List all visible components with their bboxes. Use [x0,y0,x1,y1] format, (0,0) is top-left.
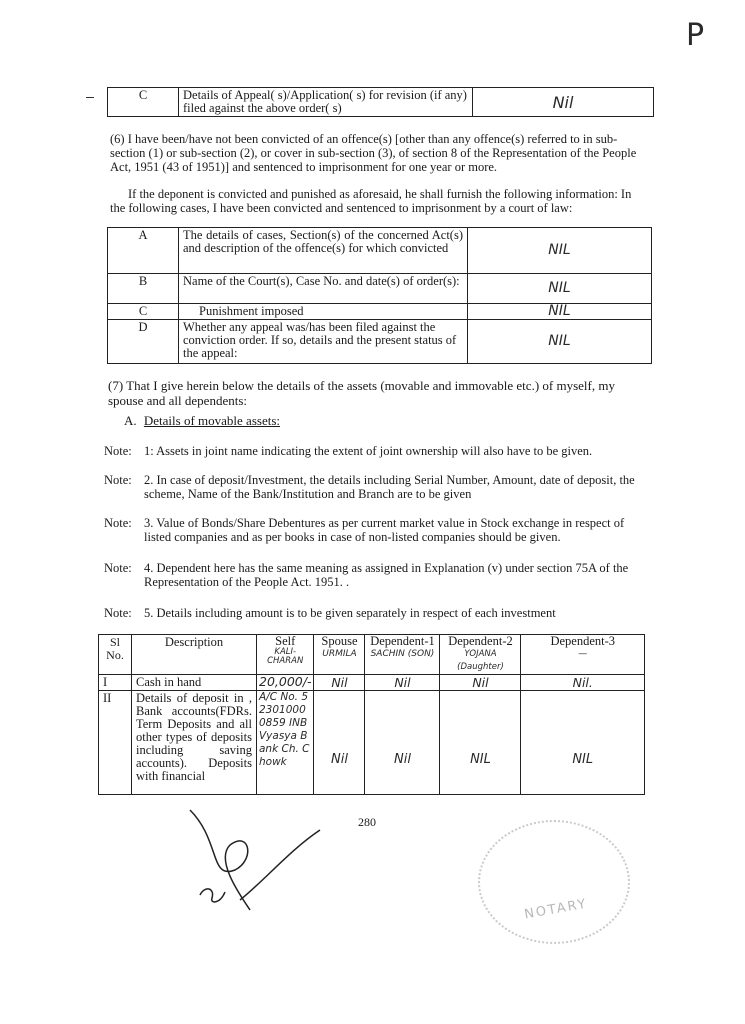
header-self [257,635,314,675]
cell-dep1: Nil [365,691,440,795]
header-dep1-name: SACHIN (SON) [370,649,435,659]
header-spouse [314,635,365,675]
section7-paragraph: (7) That I give herein below the details of the assets (movable and immovable etc.) of myself, my spouse and all dependents: [108,378,615,408]
cell-self: 20,000/- [257,675,314,691]
cell-spouse: Nil [314,691,365,795]
header-dep1 [365,635,440,675]
cell-dep3: NIL [521,691,645,795]
table-row [99,675,645,691]
cell-description: Cash in hand [132,675,257,691]
header-dep2 [440,635,521,675]
note-3 [104,516,654,544]
note-text: 4. Dependent here has the same meaning as assigned in Explanation (v) under section 75A of the Representation of the People Act. 1951. . [144,561,629,589]
row-value: NIL [468,320,652,364]
note-text: 1: Assets in joint name indicating the extent of joint ownership will also have to be given. [144,444,593,458]
row-text: Whether any appeal was/has been filed against the conviction order. If so, details and the present status of the appeal: [179,320,468,364]
note-text: 3. Value of Bonds/Share Debentures as per current market value in Stock exchange in respect of listed companies and as per books in case of non-listed companies should be given. [144,516,625,544]
conviction-row [108,274,652,304]
section6-intro: If the deponent is convicted and punished as aforesaid, he shall furnish the following information: In the following cases, I have been convicted and sentenced to imprisonment by a court of law: [110,187,632,215]
header-dep2-label: Dependent-2 [448,634,513,648]
heading-text: Details of movable assets: [143,413,280,428]
conviction-table [107,227,652,364]
notary-stamp [478,820,630,944]
appeal-value: Nil [473,88,654,117]
cell-spouse: Nil [314,675,365,691]
row-value: NIL [468,228,652,274]
note-2 [104,473,654,501]
cell-sl: II [99,691,132,795]
note-prefix: Note: [104,444,132,458]
cell-dep1: Nil [365,675,440,691]
header-sl: Sl No. [99,635,132,675]
row-text: Name of the Court(s), Case No. and date(s) of order(s): [179,274,468,304]
header-dep2-name: YOJANA (Daughter) [457,649,504,672]
note-4 [104,561,654,589]
row-value: NIL [468,304,652,320]
cell-dep2: Nil [440,675,521,691]
note-prefix: Note: [104,516,132,530]
corner-mark: P [686,18,705,53]
row-label: A [108,228,179,274]
note-prefix: Note: [104,606,132,620]
note-text: 2. In case of deposit/Investment, the details including Serial Number, Amount, date of deposit, the scheme, Name of the Bank/Institution and Branch are to be given [144,473,635,501]
appeal-text: Details of Appeal( s)/Application( s) for revision (if any) filed against the above order( s) [179,88,473,117]
header-self-name: KALI-CHARAN [267,647,304,666]
cell-sl: I [99,675,132,691]
header-spouse-label: Spouse [321,634,358,648]
header-dep3-name: — [578,649,588,659]
cell-dep2: NIL [440,691,521,795]
header-row [99,635,645,675]
conviction-row [108,320,652,364]
movable-assets-table [98,634,645,795]
header-description: Description [132,635,257,675]
header-dep1-label: Dependent-1 [370,634,435,648]
cell-self: A/C No. 523010000859 INB Vyasya Bank Ch. Chowk [257,691,314,795]
note-text: 5. Details including amount is to be given separately in respect of each investment [144,606,556,620]
note-prefix: Note: [104,473,132,487]
row-text: The details of cases, Section(s) of the concerned Act(s) and description of the offence(s) for which convicted [179,228,468,274]
cell-dep3: Nil. [521,675,645,691]
conviction-row [108,228,652,274]
row-label: B [108,274,179,304]
row-value: NIL [468,274,652,304]
cell-description: Details of deposit in , Bank accounts(FDRs. Term Deposits and all other types of deposits including saving accounts). Deposits with financial [132,691,257,795]
conviction-row [108,304,652,320]
signature [180,800,330,920]
header-self-label: Self [275,634,296,648]
movable-assets-heading [124,414,280,428]
section6-paragraph: (6) I have been/have not been convicted of an offence(s) [other than any offence(s) referred to in sub-section (1) or sub-section (2), or cover in sub-section (3), of section 8 of the Representation of the People Act, 1951 (43 of 1951)] and sentenced to imprisonment for one year or more. [110,132,637,174]
header-dep3 [521,635,645,675]
note-1 [104,444,654,458]
stamp-text: NOTARY [523,896,589,923]
heading-prefix: A. [124,413,137,428]
table-row [99,691,645,795]
note-prefix: Note: [104,561,132,575]
row-text: Punishment imposed [179,304,468,320]
note-5 [104,606,654,620]
row-label: C [108,304,179,320]
header-spouse-name: URMILA [322,649,357,659]
page-number: 280 [358,815,376,829]
appeal-label: C [108,88,179,117]
margin-dash [86,97,94,98]
header-dep3-label: Dependent-3 [550,634,616,648]
appeal-table [107,87,654,117]
row-label: D [108,320,179,364]
